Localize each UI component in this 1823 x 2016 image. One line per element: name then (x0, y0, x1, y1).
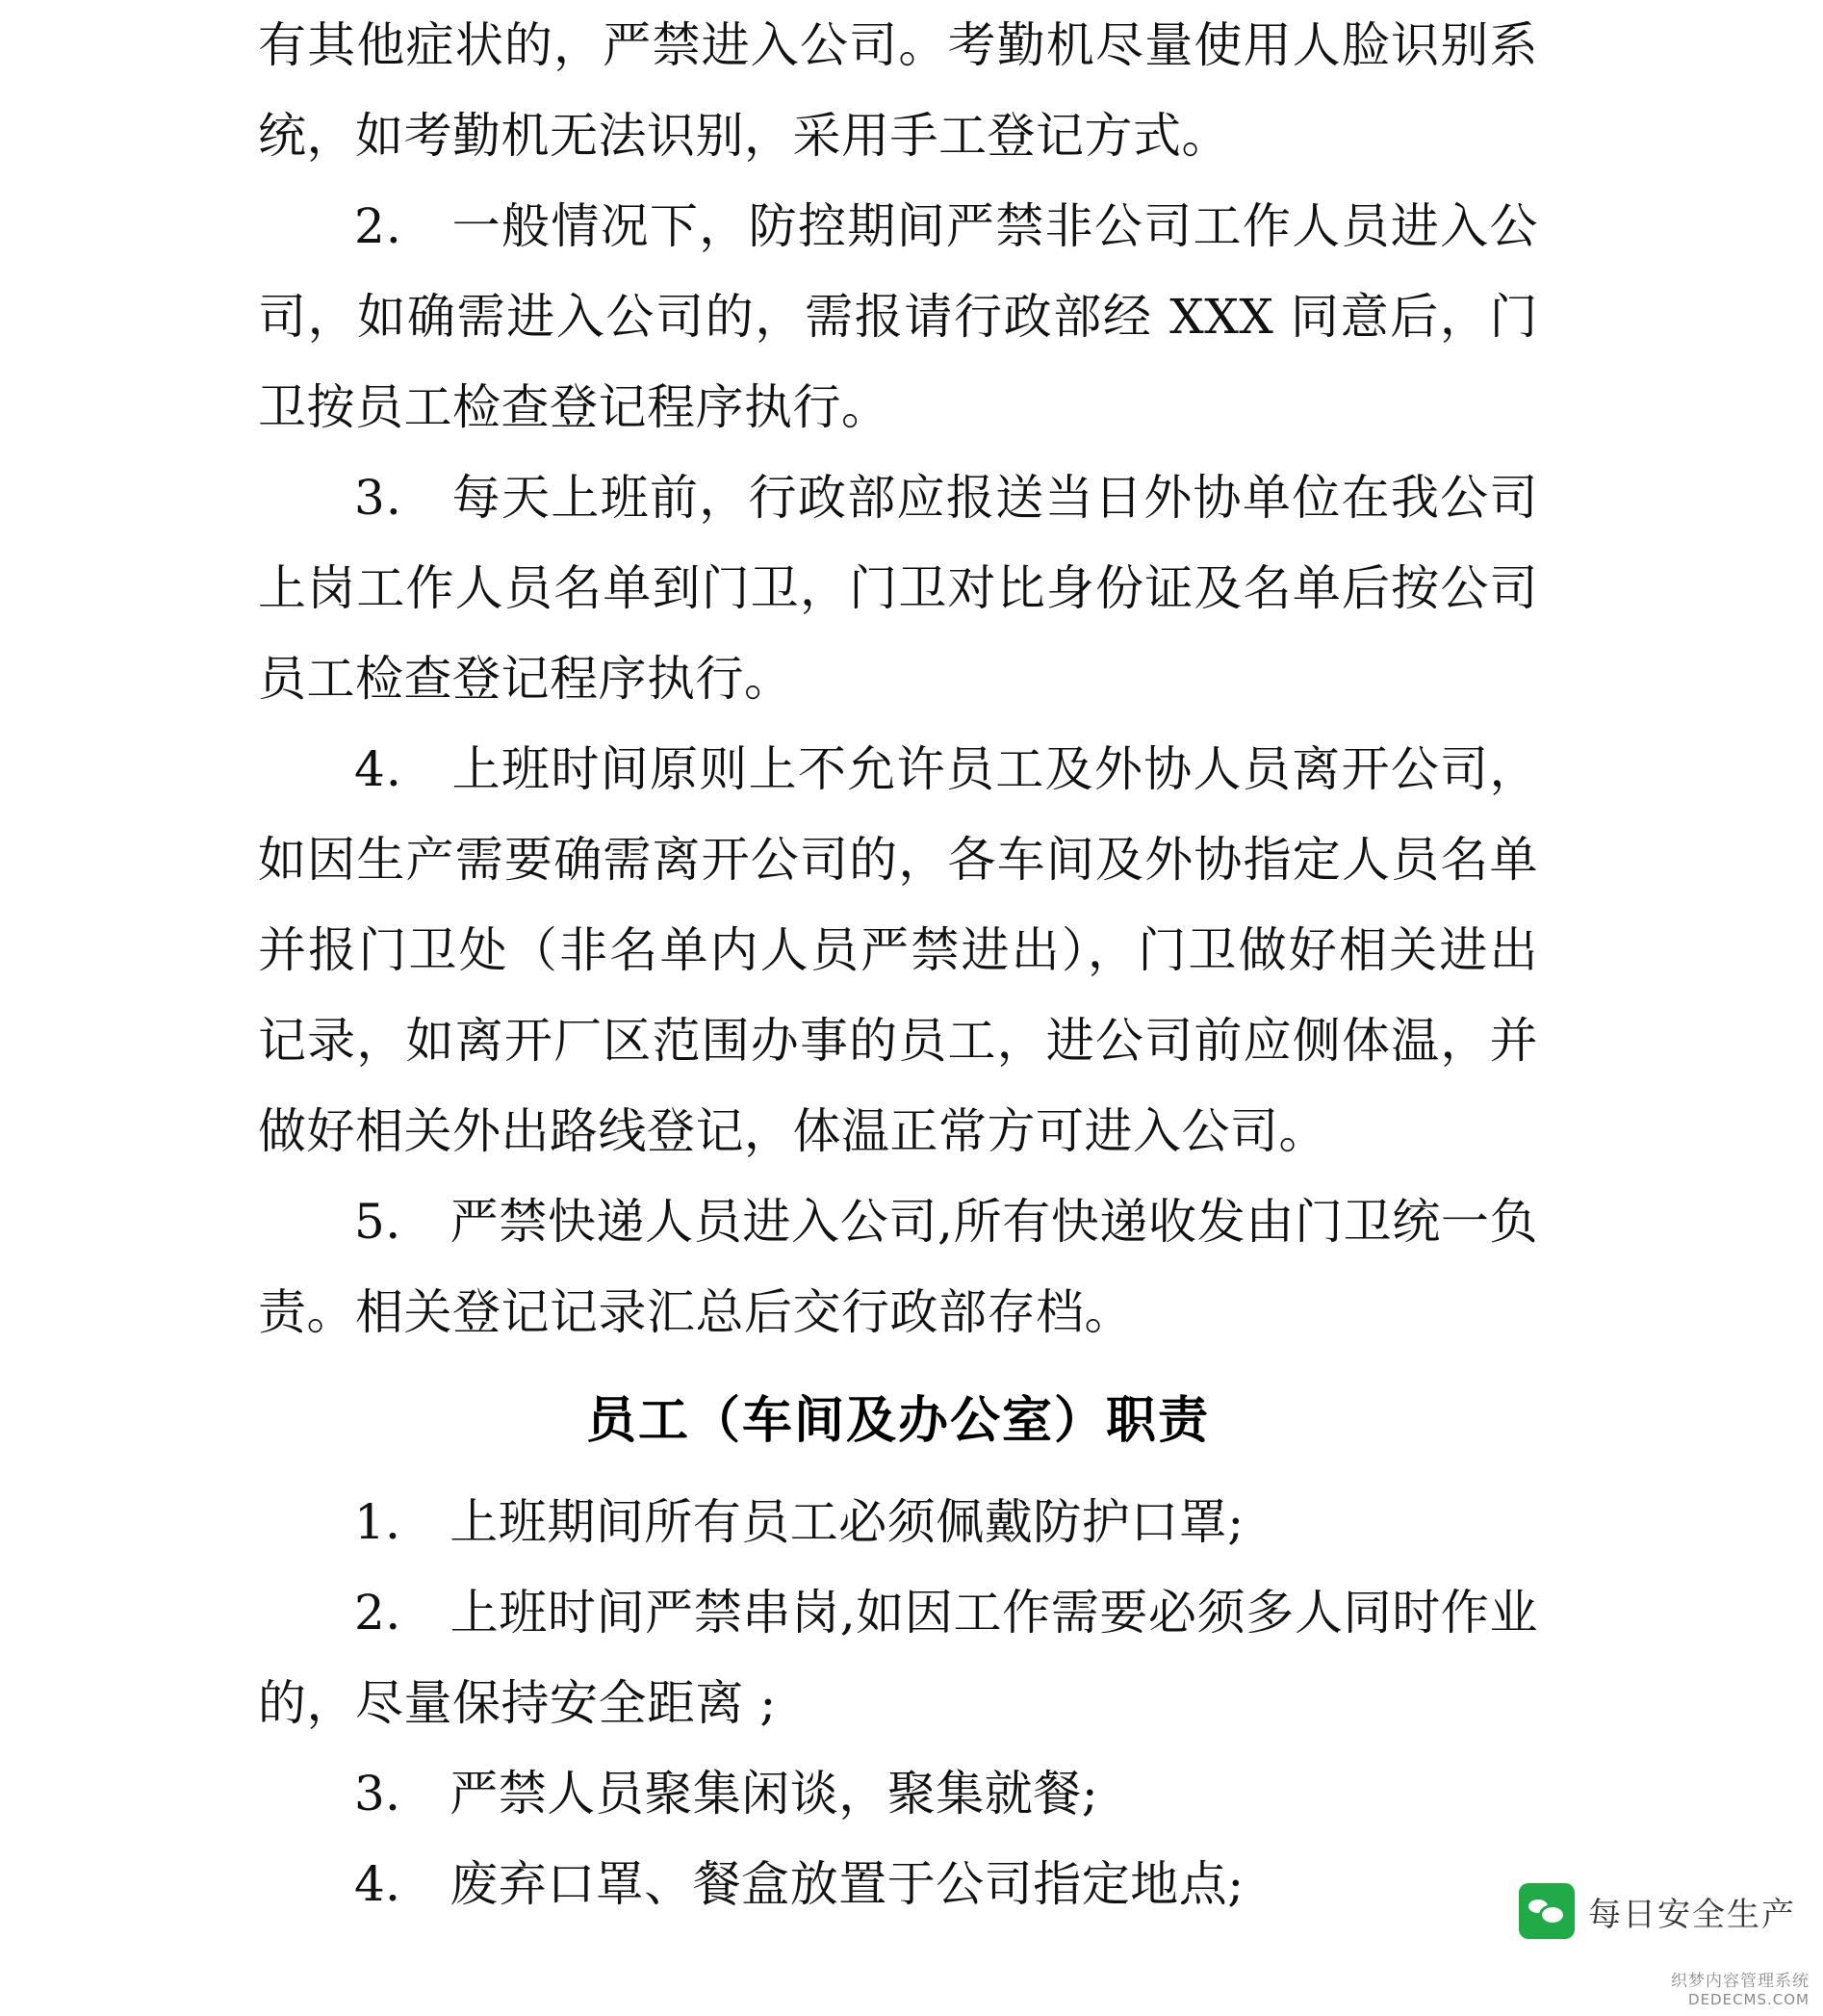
footer-watermark (1671, 1973, 1810, 2008)
paragraph-1: 有其他症状的，严禁进入公司。考勤机尽量使用人脸识别系统，如考勤机无法识别，采用手工登记方式。 (258, 17, 1538, 164)
section-heading: 员工（车间及办公室）职责 (585, 1391, 1210, 1450)
section-item-3: 3． 严禁人员聚集闲谈，聚集就餐; (354, 1766, 1099, 1822)
footer-watermark-line1: 织梦内容管理系统 (1671, 1972, 1810, 1992)
footer-watermark-line2: DEDECMS.COM (1688, 1990, 1810, 2008)
paragraph-4: 4． 上班时间原则上不允许员工及外协人员离开公司，如因生产需要确需离开公司的，各车间及外协指定人员名单并报门卫处（非名单内人员严禁进出），门卫做好相关进出记录，如离开厂区范围办事的员工，进公司前应侧体温，并做好相关外出路线登记，体温正常方可进入公司。 (258, 741, 1538, 1159)
paragraph-2: 2． 一般情况下，防控期间严禁非公司工作人员进入公司，如确需进入公司的，需报请行政部经 XXX 同意后，门卫按员工检查登记程序执行。 (258, 198, 1538, 435)
paragraph-5: 5． 严禁快递人员进入公司,所有快递收发由门卫统一负责。相关登记记录汇总后交行政部存档。 (258, 1194, 1538, 1340)
section-item-1: 1． 上班期间所有员工必须佩戴防护口罩; (354, 1494, 1245, 1550)
section-item-2: 2． 上班时间严禁串岗,如因工作需要必须多人同时作业的，尽量保持安全距离 ; (258, 1585, 1538, 1731)
watermark (1519, 1883, 1796, 1939)
paragraph-3: 3． 每天上班前，行政部应报送当日外协单位在我公司上岗工作人员名单到门卫，门卫对比身份证及名单后按公司员工检查登记程序执行。 (258, 470, 1538, 707)
wechat-logo-icon (1519, 1883, 1575, 1939)
document-body (258, 0, 1538, 1929)
section-item-4: 4． 废弃口罩、餐盒放置于公司指定地点; (354, 1856, 1245, 1912)
watermark-label: 每日安全生产 (1588, 1895, 1796, 1934)
